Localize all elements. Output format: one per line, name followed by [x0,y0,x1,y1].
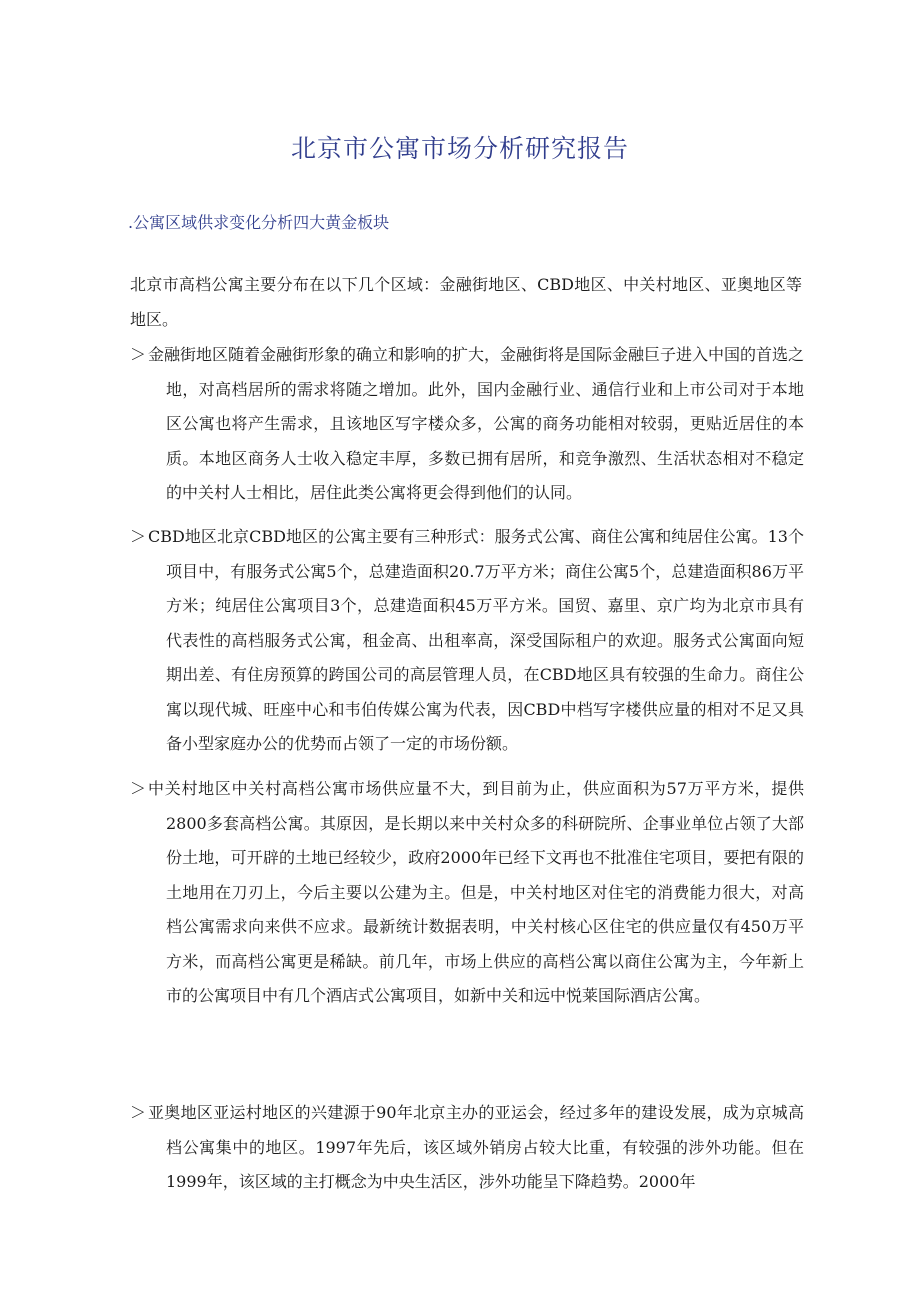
list-item-zhongguancun [130,772,804,1014]
intro-paragraph: 北京市高档公寓主要分布在以下几个区域：金融街地区、CBD地区、中关村地区、亚奥地区等地区。 [130,275,802,329]
list-item-text: 中关村地区中关村高档公寓市场供应量不大，到目前为止，供应面积为57万平方米，提供2800多套高档公寓。其原因，是长期以来中关村众多的科研院所、企事业单位占领了大部份土地，可开辟的土地已经较少，政府2000年已经下文再也不批准住宅项目，要把有限的土地用在刀刃上，今后主要以公建为主。但是，中关村地区对住宅的消费能力很大，对高档公寓需求向来供不应求。最新统计数据表明，中关村核心区住宅的供应量仅有450万平方米，而高档公寓更是稀缺。前几年，市场上供应的高档公寓以商住公寓为主，今年新上市的公寓项目中有几个酒店式公寓项目，如新中关和远中悦莱国际酒店公寓。 [148,779,804,1005]
list-item-yaao [130,1096,804,1200]
bullet-marker: ＞ [130,345,147,364]
bullet-marker: ＞ [130,527,147,546]
list-item-text: 金融街地区随着金融街形象的确立和影响的扩大，金融街将是国际金融巨子进入中国的首选之地，对高档居所的需求将随之增加。此外，国内金融行业、通信行业和上市公司对于本地区公寓也将产生需求，且该地区写字楼众多，公寓的商务功能相对较弱，更贴近居住的本质。本地区商务人士收入稳定丰厚，多数已拥有居所，和竞争激烈、生活状态相对不稳定的中关村人士相比，居住此类公寓将更会得到他们的认同。 [148,345,805,502]
list-item-text: 亚奥地区亚运村地区的兴建源于90年北京主办的亚运会，经过多年的建设发展，成为京城高档公寓集中的地区。1997年先后，该区域外销房占较大比重，有较强的涉外功能。但在1999年，该区域的主打概念为中央生活区，涉外功能呈下降趋势。2000年 [148,1103,804,1191]
document-title: 北京市公寓市场分析研究报告 [290,134,629,163]
list-item-cbd [130,520,804,762]
list-item-financial-street [130,338,804,511]
bullet-marker: ＞ [130,1103,147,1122]
list-item-text: CBD地区北京CBD地区的公寓主要有三种形式：服务式公寓、商住公寓和纯居住公寓。13个项目中，有服务式公寓5个，总建造面积20.7万平方米；商住公寓5个，总建造面积86万平方米；纯居住公寓项目3个，总建造面积45万平方米。国贸、嘉里、京广均为北京市具有代表性的高档服务式公寓，租金高、出租率高，深受国际租户的欢迎。服务式公寓面向短期出差、有住房预算的跨国公司的高层管理人员，在CBD地区具有较强的生命力。商住公寓以现代城、旺座中心和韦伯传媒公寓为代表，因CBD中档写字楼供应量的相对不足又具备小型家庭办公的优势而占领了一定的市场份额。 [148,527,804,753]
bullet-marker: ＞ [130,779,147,798]
section-heading: .公寓区域供求变化分析四大黄金板块 [128,213,390,232]
